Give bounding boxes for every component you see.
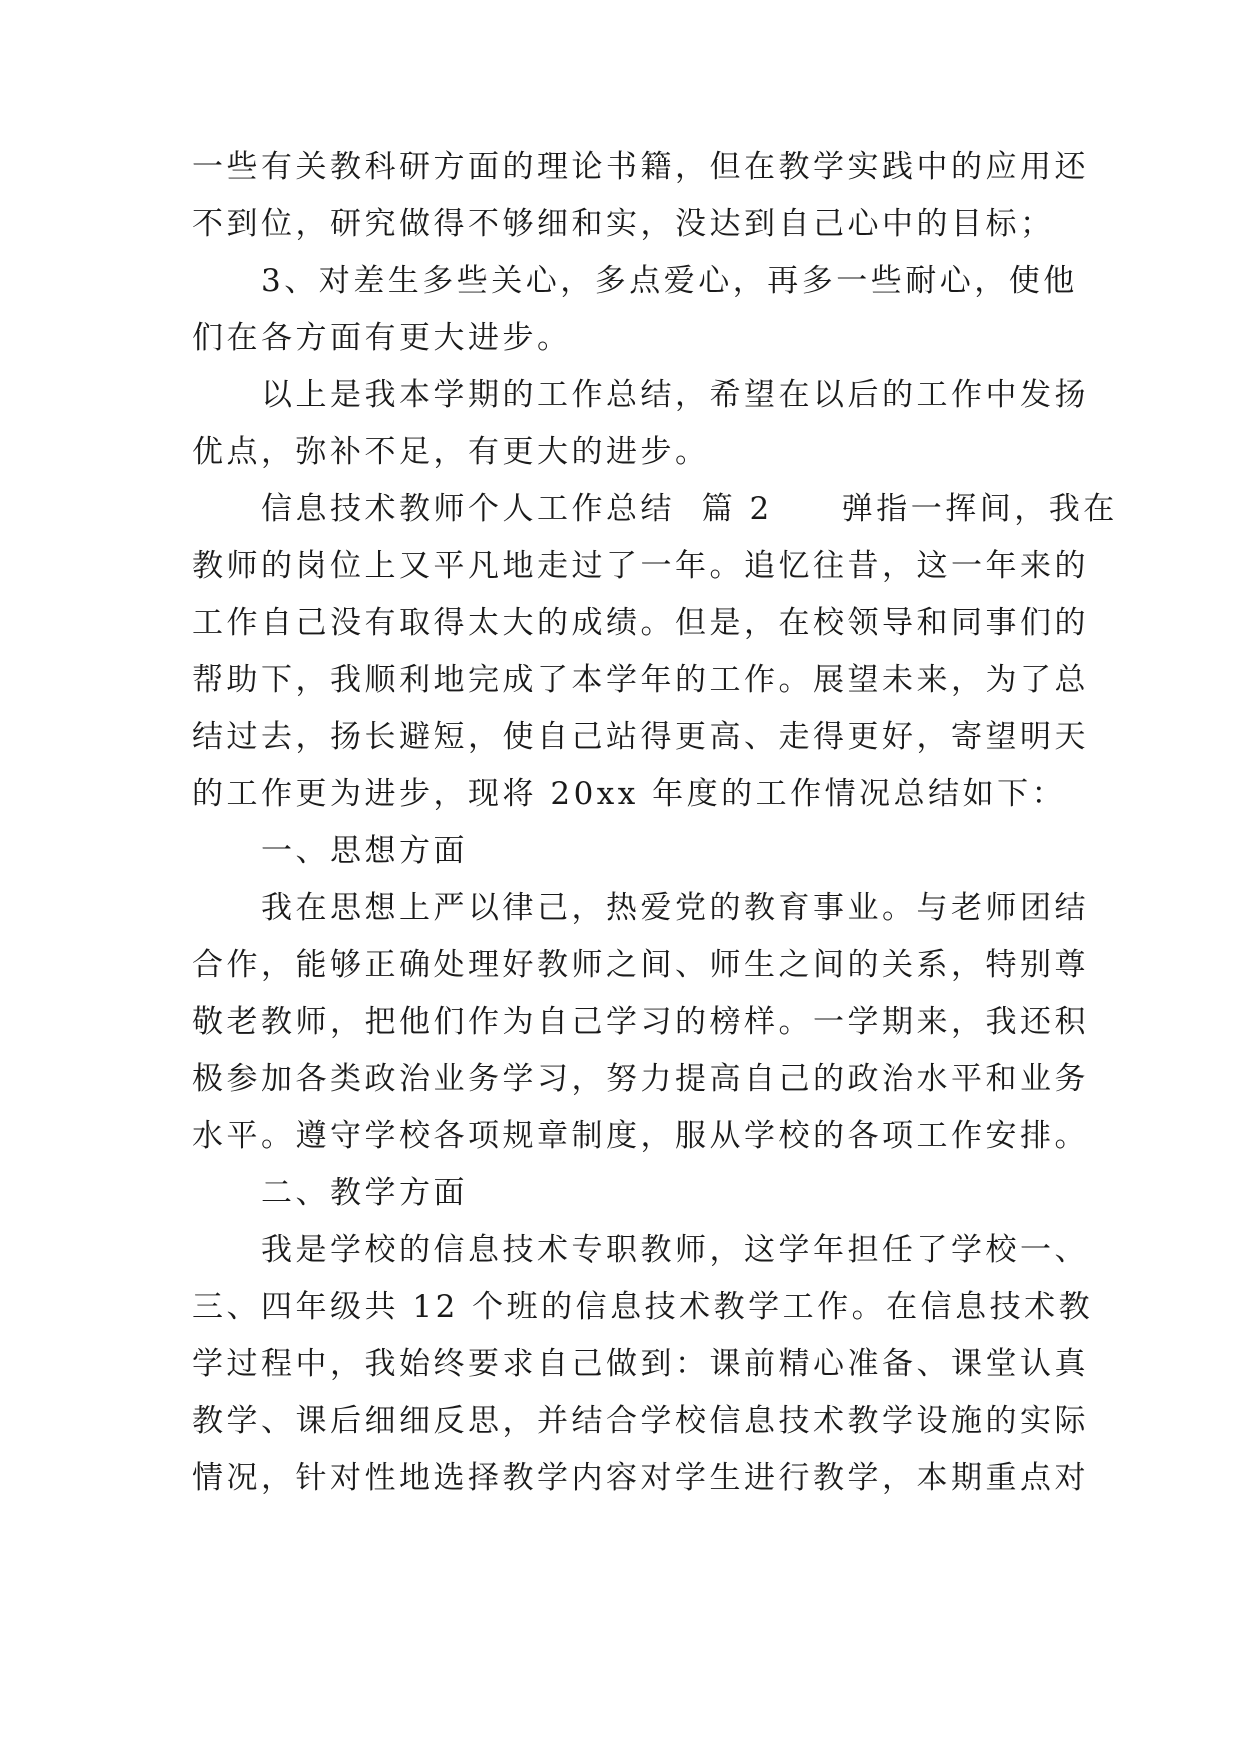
text-line: 三、四年级共 12 个班的信息技术教学工作。在信息技术教 (192, 1289, 1094, 1325)
text-line: 一些有关教科研方面的理论书籍，但在教学实践中的应用还 (192, 149, 1089, 185)
text-line: 帮助下，我顺利地完成了本学年的工作。展望未来，为了总 (192, 662, 1089, 698)
text-line: 们在各方面有更大进步。 (192, 320, 572, 356)
text-line: 教学、课后细细反思，并结合学校信息技术教学设施的实际 (192, 1403, 1089, 1439)
text-line: 学过程中，我始终要求自己做到：课前精心准备、课堂认真 (192, 1346, 1089, 1382)
text-line: 水平。遵守学校各项规章制度，服从学校的各项工作安排。 (192, 1118, 1089, 1154)
section-heading-line: 信息技术教师个人工作总结 篇 2 弹指一挥间，我在 (192, 491, 1118, 527)
text-line: 不到位，研究做得不够细和实，没达到自己心中的目标； (192, 206, 1055, 242)
subheading-thought: 一、思想方面 (192, 833, 468, 869)
text-line: 3、对差生多些关心，多点爱心，再多一些耐心，使他 (192, 263, 1078, 299)
text-line: 优点，弥补不足，有更大的进步。 (192, 434, 710, 470)
text-line: 以上是我本学期的工作总结，希望在以后的工作中发扬 (192, 377, 1089, 413)
text-line: 教师的岗位上又平凡地走过了一年。追忆往昔，这一年来的 (192, 548, 1089, 584)
text-line: 极参加各类政治业务学习，努力提高自己的政治水平和业务 (192, 1061, 1089, 1097)
text-line: 情况，针对性地选择教学内容对学生进行教学，本期重点对 (192, 1460, 1089, 1496)
text-line: 我是学校的信息技术专职教师，这学年担任了学校一、 (192, 1232, 1089, 1268)
text-line: 我在思想上严以律己，热爱党的教育事业。与老师团结 (192, 890, 1089, 926)
text-line: 合作，能够正确处理好教师之间、师生之间的关系，特别尊 (192, 947, 1089, 983)
text-line: 结过去，扬长避短，使自己站得更高、走得更好，寄望明天 (192, 719, 1089, 755)
text-line: 敬老教师，把他们作为自己学习的榜样。一学期来，我还积 (192, 1004, 1089, 1040)
text-line: 的工作更为进步，现将 20xx 年度的工作情况总结如下： (192, 776, 1067, 812)
text-line: 工作自己没有取得太大的成绩。但是，在校领导和同事们的 (192, 605, 1089, 641)
subheading-teaching: 二、教学方面 (192, 1175, 468, 1211)
